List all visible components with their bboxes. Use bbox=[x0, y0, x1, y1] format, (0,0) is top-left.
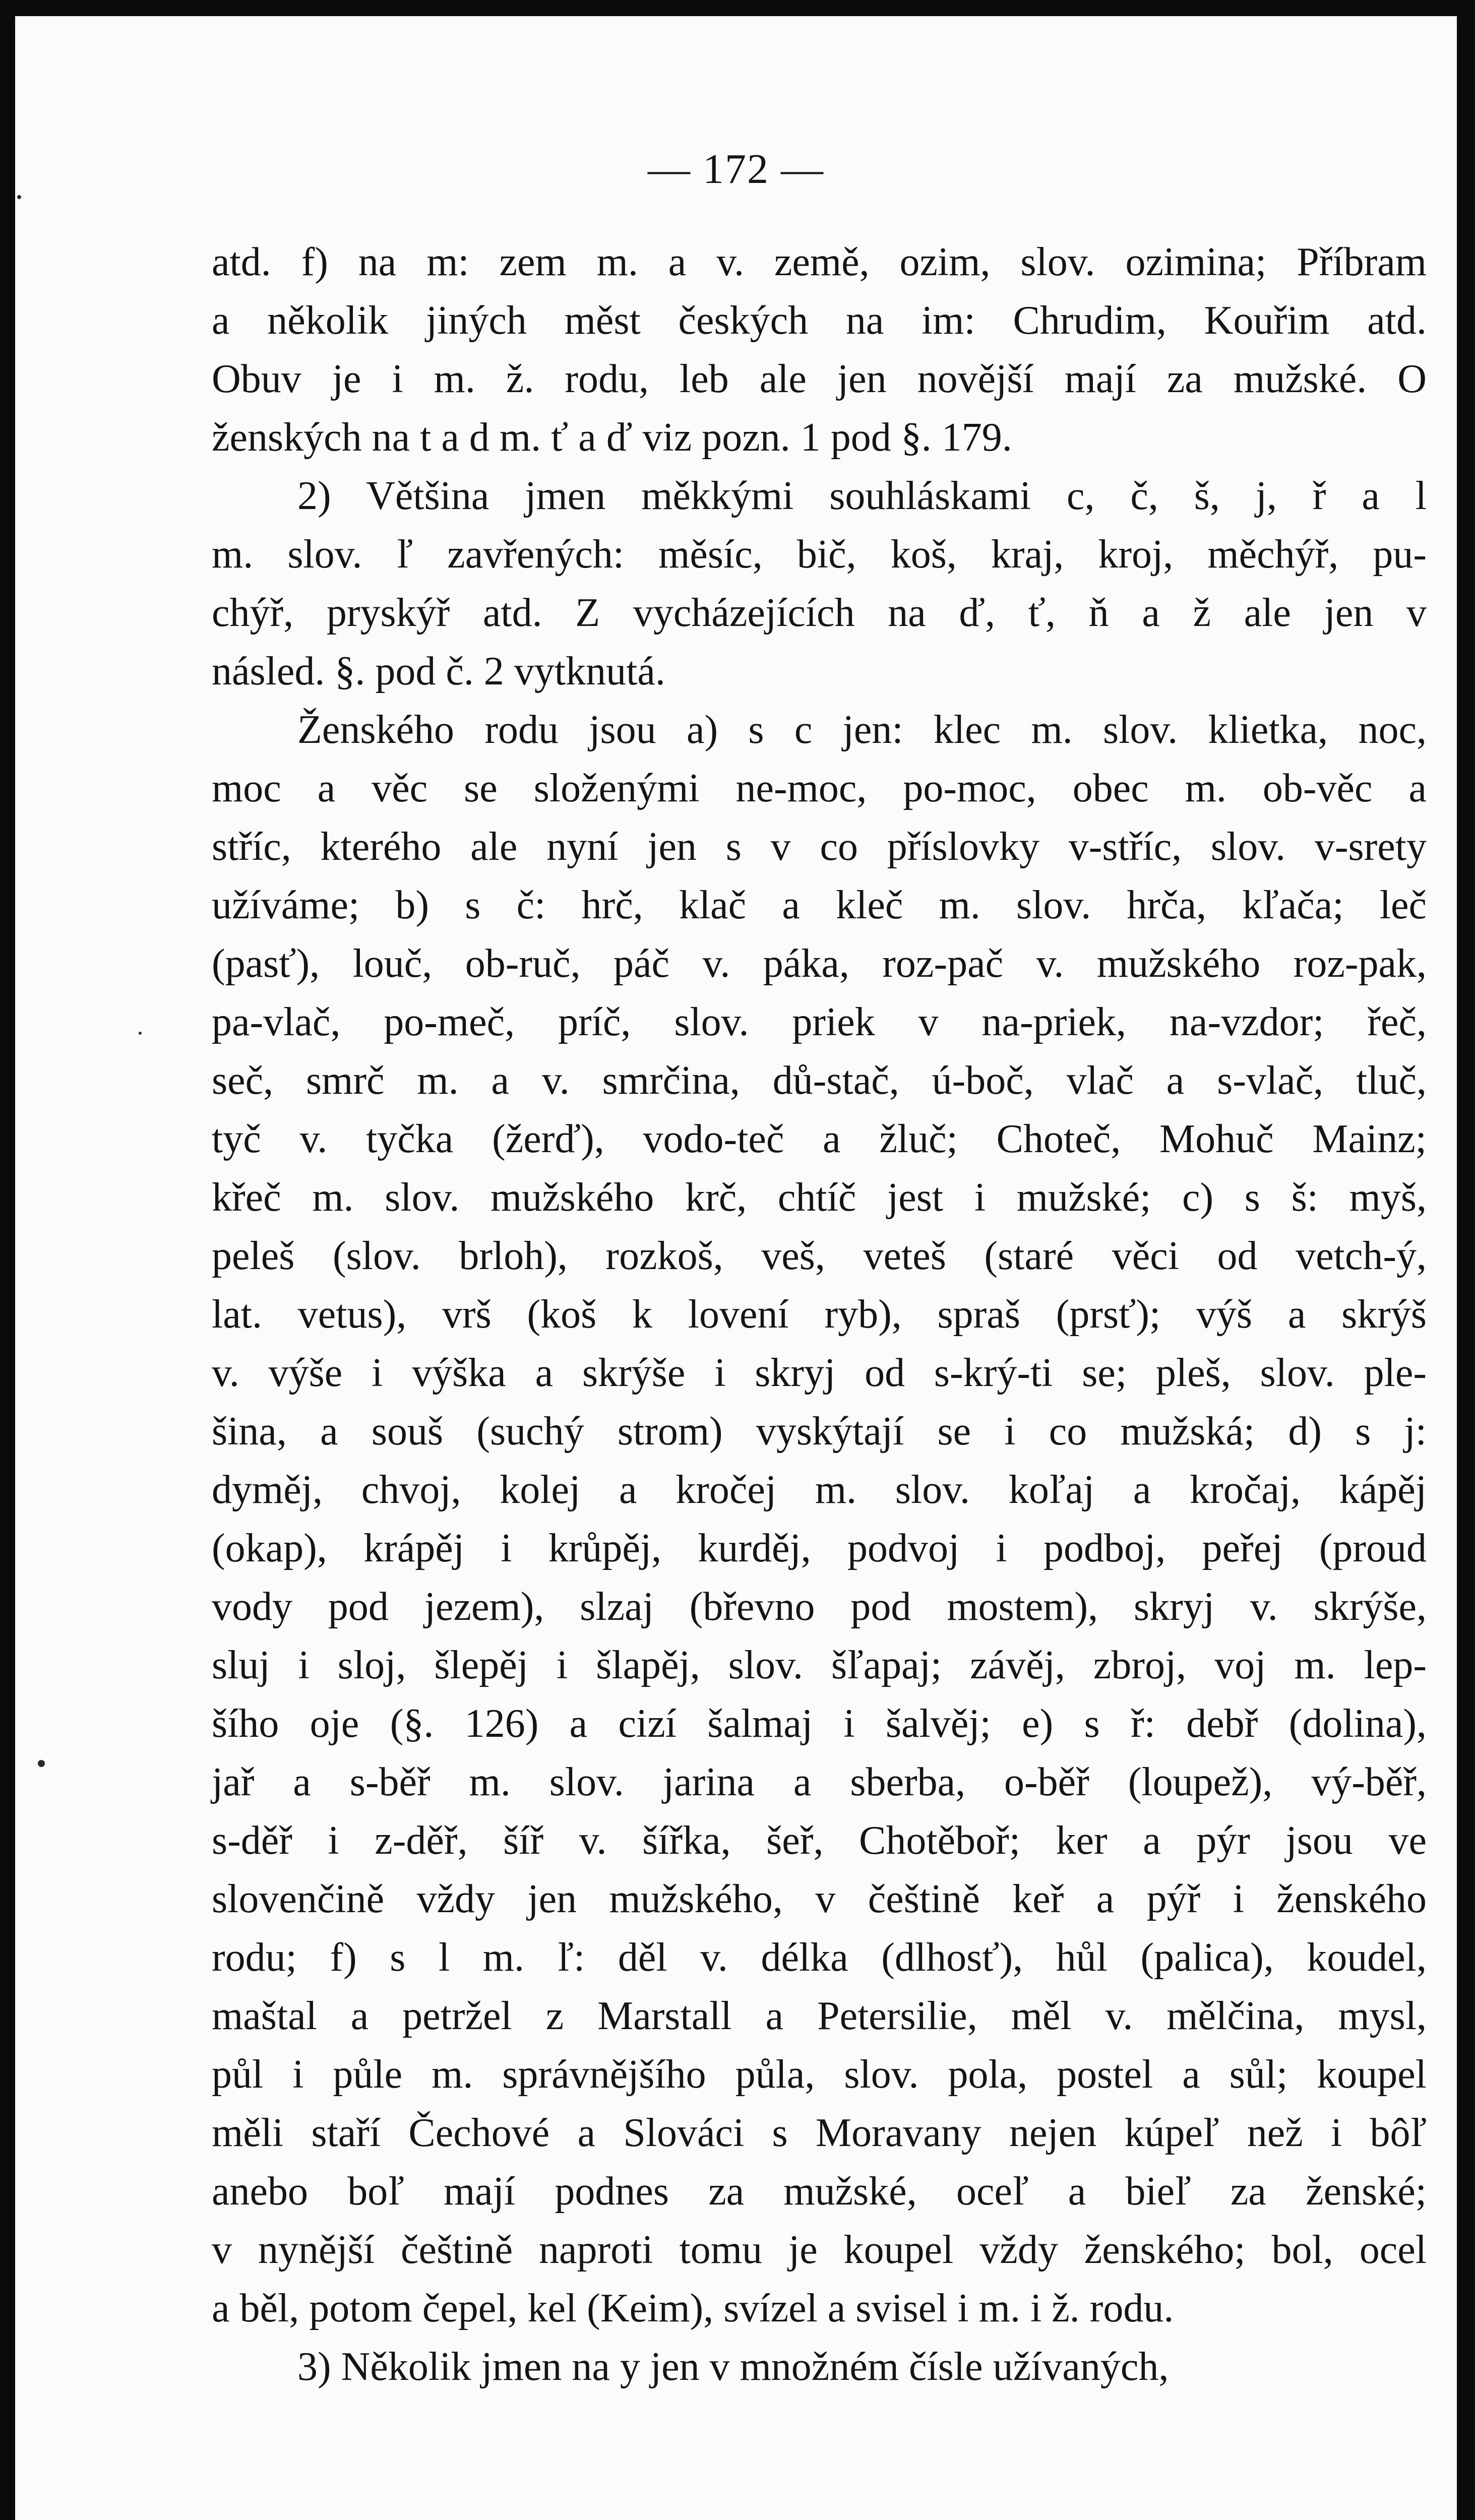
paragraph bbox=[212, 233, 1427, 467]
text-line: (pasť), louč, ob-ruč, páč v. páka, roz-pač v. mužského roz-pak, bbox=[212, 941, 1427, 986]
body-text bbox=[212, 233, 1427, 2396]
text-line: anebo boľ mají podnes za mužské, oceľ a bieľ za ženské; bbox=[212, 2169, 1427, 2214]
paragraph bbox=[212, 701, 1427, 2338]
print-speck bbox=[17, 195, 21, 199]
text-line: a běl, potom čepel, kel (Keim), svízel a svisel i m. i ž. rodu. bbox=[212, 2286, 1174, 2330]
text-line: a několik jiných měst českých na im: Chrudim, Kouřim atd. bbox=[212, 298, 1427, 343]
text-line: křeč m. slov. mužského krč, chtíč jest i mužské; c) s š: myš, bbox=[212, 1175, 1427, 1220]
text-line: maštal a petržel z Marstall a Petersilie, měl v. mělčina, mysl, bbox=[212, 1994, 1427, 2038]
text-line: peleš (slov. brloh), rozkoš, veš, veteš (staré věci od vetch-ý, bbox=[212, 1234, 1427, 1278]
text-line: dyměj, chvoj, kolej a kročej m. slov. koľaj a kročaj, kápěj bbox=[212, 1468, 1427, 1512]
text-line: půl i půle m. správnějšího půla, slov. pola, postel a sůl; koupel bbox=[212, 2052, 1427, 2097]
text-line: ženských na t a d m. ť a ď viz pozn. 1 pod §. 179. bbox=[212, 415, 1012, 460]
text-line: Obuv je i m. ž. rodu, leb ale jen novější mají za mužské. O bbox=[212, 357, 1427, 401]
text-line: v nynější češtině naproti tomu je koupel vždy ženského; bol, ocel bbox=[212, 2228, 1427, 2272]
text-line: chýř, pryskýř atd. Z vycházejících na ď, ť, ň a ž ale jen v bbox=[212, 591, 1427, 635]
text-line: s-děř i z-děř, šíř v. šířka, šeř, Chotěboř; ker a pýr jsou ve bbox=[212, 1818, 1427, 1863]
text-line: 2) Většina jmen měkkými souhláskami c, č, š, j, ř a l bbox=[297, 474, 1427, 518]
text-line: moc a věc se složenými ne-moc, po-moc, obec m. ob-věc a bbox=[212, 766, 1427, 810]
text-line: užíváme; b) s č: hrč, klač a kleč m. slov. hrča, kľača; leč bbox=[212, 883, 1427, 927]
paragraph bbox=[212, 467, 1427, 701]
text-line: lat. vetus), vrš (koš k lovení ryb), spraš (prsť); výš a skrýš bbox=[212, 1292, 1427, 1337]
print-speck bbox=[38, 1760, 45, 1767]
text-line: měli staří Čechové a Slováci s Moravany nejen kúpeľ než i bôľ bbox=[212, 2111, 1427, 2155]
text-line: šina, a souš (suchý strom) vyskýtají se i co mužská; d) s j: bbox=[212, 1409, 1427, 1454]
text-line: vody pod jezem), slzaj (břevno pod mostem), skryj v. skrýše, bbox=[212, 1585, 1427, 1629]
text-line: šího oje (§. 126) a cizí šalmaj i šalvěj; e) s ř: debř (dolina), bbox=[212, 1702, 1427, 1746]
text-line: rodu; f) s l m. ľ: děl v. délka (dlhosť), hůl (palica), koudel, bbox=[212, 1935, 1427, 1980]
text-line: 3) Několik jmen na y jen v množném čísle užívaných, bbox=[297, 2345, 1169, 2389]
text-line: seč, smrč m. a v. smrčina, dů-stač, ú-boč, vlač a s-vlač, tluč, bbox=[212, 1058, 1427, 1103]
text-line: (okap), krápěj i krůpěj, kurděj, podvoj i podboj, peřej (proud bbox=[212, 1526, 1427, 1570]
text-line: tyč v. tyčka (žerď), vodo-teč a žluč; Choteč, Mohuč Mainz; bbox=[212, 1117, 1427, 1161]
text-line: atd. f) na m: zem m. a v. země, ozim, slov. ozimina; Příbram bbox=[212, 240, 1427, 284]
text-line: stříc, kterého ale nyní jen s v co příslovky v-stříc, slov. v-srety bbox=[212, 825, 1427, 869]
text-line: sluj i sloj, šlepěj i šlapěj, slov. šľapaj; závěj, zbroj, voj m. lep- bbox=[212, 1643, 1427, 1687]
book-page bbox=[15, 16, 1457, 2520]
text-line: slovenčině vždy jen mužského, v češtině keř a pýř i ženského bbox=[212, 1877, 1427, 1921]
text-line: násled. §. pod č. 2 vytknutá. bbox=[212, 649, 665, 694]
paragraph bbox=[212, 2338, 1427, 2396]
text-line: m. slov. ľ zavřených: měsíc, bič, koš, kraj, kroj, měchýř, pu- bbox=[212, 532, 1427, 577]
print-speck bbox=[139, 1032, 142, 1035]
text-line: jař a s-běř m. slov. jarina a sberba, o-běř (loupež), vý-běř, bbox=[212, 1760, 1427, 1804]
page-number: — 172 — bbox=[648, 146, 824, 193]
text-line: pa-vlač, po-meč, príč, slov. priek v na-priek, na-vzdor; řeč, bbox=[212, 1000, 1427, 1044]
text-line: Ženského rodu jsou a) s c jen: klec m. slov. klietka, noc, bbox=[297, 708, 1427, 752]
text-line: v. výše i výška a skrýše i skryj od s-krý-ti se; pleš, slov. ple- bbox=[212, 1351, 1427, 1395]
